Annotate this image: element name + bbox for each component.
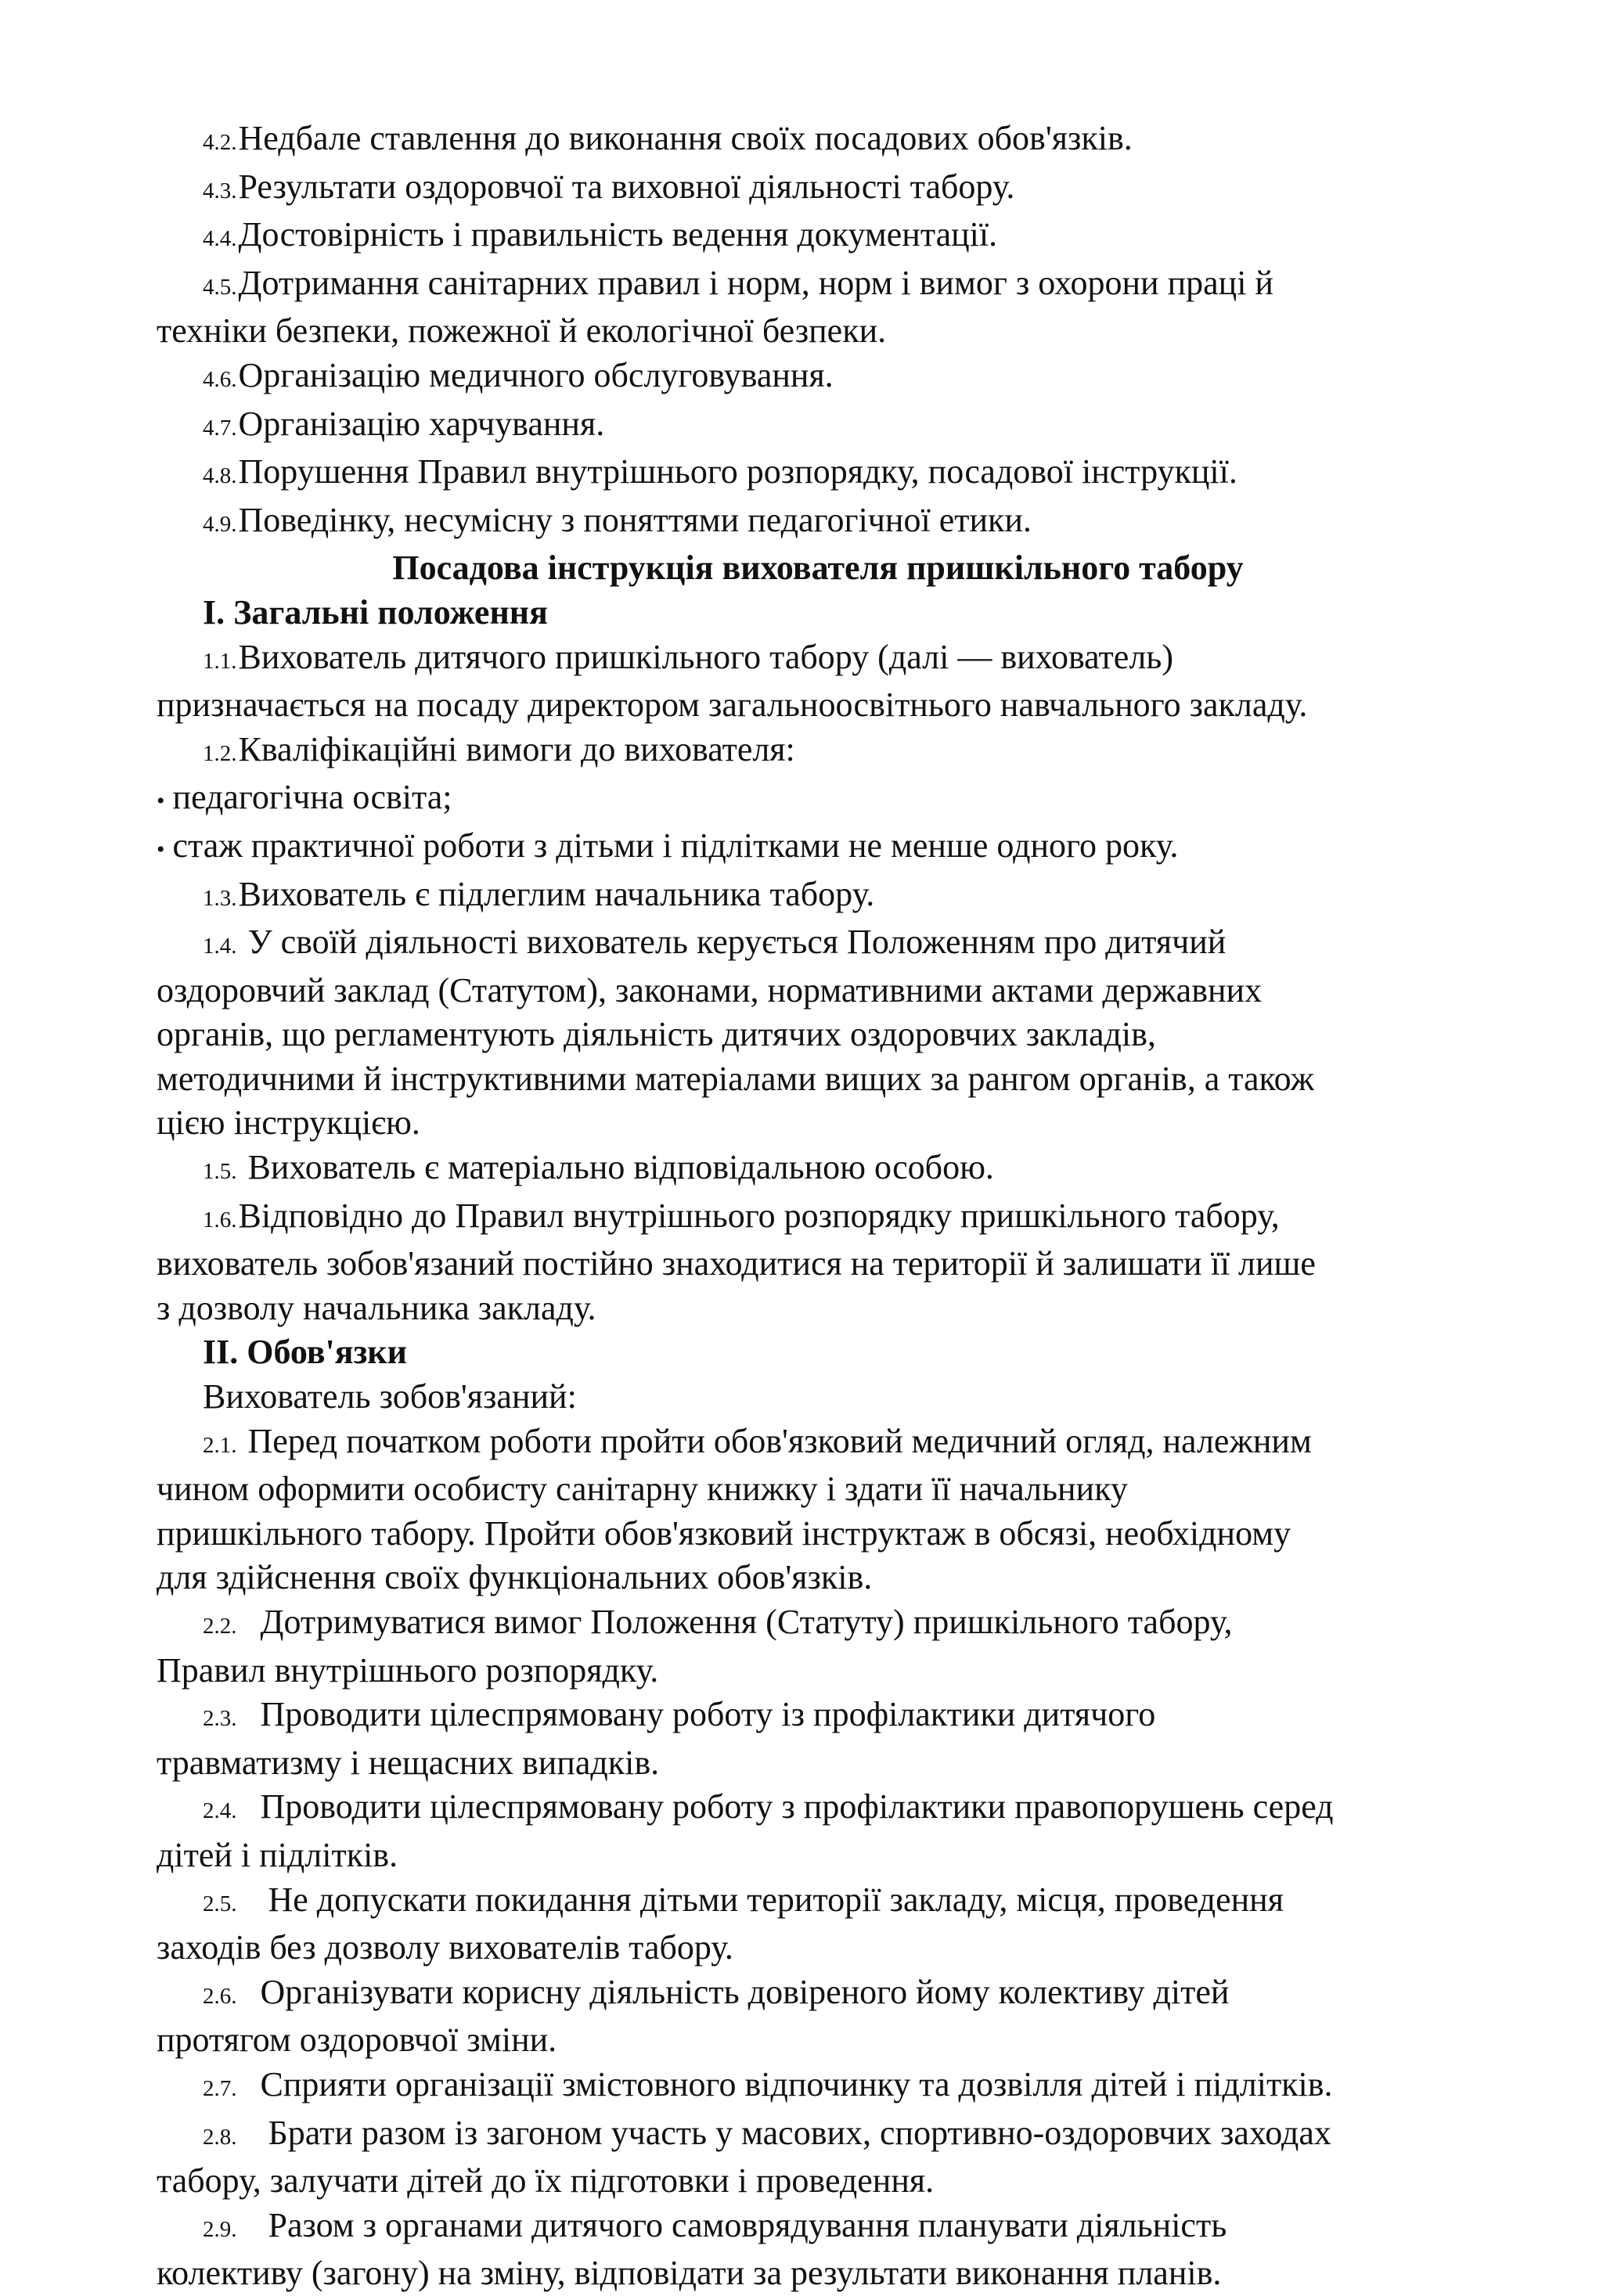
list-item bbox=[157, 1970, 1454, 2019]
paragraph-line: травматизму і нещасних випадків. bbox=[157, 1743, 660, 1782]
list-item bbox=[157, 873, 1454, 921]
paragraph-line: призначається на посаду директором загальноосвітнього навчального закладу. bbox=[157, 686, 1308, 725]
item-number: 4.7. bbox=[203, 415, 237, 441]
item-text: Сприяти організації змістовного відпочинку та дозвілля дітей і підлітків. bbox=[260, 2064, 1333, 2103]
paragraph-line: органів, що регламентують діяльність дитячих оздоровчих закладів, bbox=[157, 1015, 1156, 1054]
item-text: Відповідно до Правил внутрішнього розпорядку пришкільного табору, bbox=[238, 1196, 1280, 1235]
list-item bbox=[157, 1194, 1454, 1243]
section-heading: II. Обов'язки bbox=[203, 1333, 407, 1372]
list-item bbox=[157, 402, 1454, 451]
item-number: 2.3. bbox=[203, 1706, 237, 1732]
paragraph-line: вихователь зобов'язаний постійно знаходитися на території й залишати її лише bbox=[157, 1244, 1316, 1283]
item-text: Не допускати покидання дітьми території закладу, місця, проведення bbox=[268, 1880, 1284, 1919]
paragraph-line: для здійснення своїх функціональних обов'язків. bbox=[157, 1558, 873, 1597]
paragraph-line: чином оформити особисту санітарну книжку і здати її начальнику bbox=[157, 1470, 1128, 1509]
item-number: 4.9. bbox=[203, 511, 237, 537]
item-number: 2.8. bbox=[203, 2124, 237, 2150]
paragraph-line: з дозволу начальника закладу. bbox=[157, 1288, 596, 1327]
item-number: 1.1. bbox=[203, 648, 237, 674]
list-item bbox=[157, 165, 1454, 214]
list-item bbox=[157, 117, 1454, 165]
item-text: Вихователь є матеріально відповідальною особою. bbox=[247, 1148, 994, 1187]
list-item bbox=[157, 728, 1454, 776]
item-text: Організувати корисну діяльність довіреного йому колективу дітей bbox=[260, 1972, 1230, 2011]
item-text: Брати разом із загоном участь у масових, спортивно-оздоровчих заходах bbox=[268, 2113, 1331, 2152]
bullet-text: педагогічна освіта; bbox=[172, 778, 452, 817]
paragraph-line: заходів без дозволу вихователів табору. bbox=[157, 1928, 733, 1967]
item-number: 2.6. bbox=[203, 1983, 237, 2009]
item-number: 1.5. bbox=[203, 1159, 237, 1185]
paragraph-line: пришкільного табору. Пройти обов'язковий інструктаж в обсязі, необхідному bbox=[157, 1513, 1291, 1553]
item-number: 2.4. bbox=[203, 1798, 237, 1824]
item-number: 4.4. bbox=[203, 226, 237, 252]
item-number: 1.6. bbox=[203, 1207, 237, 1233]
item-number: 4.5. bbox=[203, 274, 237, 300]
paragraph-line: протягом оздоровчої зміни. bbox=[157, 2021, 557, 2060]
item-number: 2.5. bbox=[203, 1891, 237, 1916]
list-item bbox=[157, 1785, 1454, 1834]
list-item bbox=[157, 1600, 1454, 1649]
item-number: 2.2. bbox=[203, 1614, 237, 1639]
item-number: 4.8. bbox=[203, 463, 237, 489]
paragraph-line: техніки безпеки, пожежної й екологічної безпеки. bbox=[157, 311, 887, 351]
list-item bbox=[157, 498, 1454, 547]
item-text: Кваліфікаційні вимоги до вихователя: bbox=[238, 729, 795, 768]
list-item bbox=[157, 920, 1454, 969]
paragraph-line: табору, залучати дітей до їх підготовки і проведення. bbox=[157, 2161, 935, 2201]
item-text: Недбале ставлення до виконання своїх посадових обов'язків. bbox=[238, 119, 1133, 157]
item-number: 2.7. bbox=[203, 2075, 237, 2101]
item-number: 4.2. bbox=[203, 130, 237, 155]
bullet-icon: • bbox=[157, 836, 165, 862]
list-item bbox=[157, 261, 1454, 310]
list-item bbox=[157, 354, 1454, 402]
item-text: Дотримання санітарних правил і норм, норм і вимог з охорони праці й bbox=[238, 263, 1273, 302]
item-number: 1.4. bbox=[203, 934, 237, 959]
item-number: 2.1. bbox=[203, 1432, 237, 1458]
list-item bbox=[157, 1693, 1454, 1741]
list-item bbox=[157, 450, 1454, 498]
list-item bbox=[157, 1146, 1454, 1194]
list-item bbox=[157, 635, 1454, 684]
item-text: Проводити цілеспрямовану роботу із профілактики дитячого bbox=[260, 1695, 1156, 1734]
item-number: 4.3. bbox=[203, 178, 237, 203]
list-item bbox=[157, 1420, 1454, 1468]
list-item bbox=[157, 2204, 1454, 2252]
item-text: Результати оздоровчої та виховної діяльності табору. bbox=[238, 167, 1015, 206]
list-item bbox=[157, 213, 1454, 261]
document-title: Посадова інструкція вихователя пришкільного табору bbox=[392, 549, 1244, 588]
item-text: Проводити цілеспрямовану роботу з профілактики правопорушень серед bbox=[260, 1787, 1334, 1826]
bullet-text: стаж практичної роботи з дітьми і підлітками не менше одного року. bbox=[172, 826, 1179, 865]
paragraph-line: Вихователь зобов'язаний: bbox=[203, 1377, 577, 1416]
section-heading: І. Загальні положення bbox=[203, 592, 548, 632]
paragraph-line: колективу (загону) на зміну, відповідати за результати виконання планів. bbox=[157, 2254, 1222, 2293]
item-text: Поведінку, несумісну з поняттями педагогічної етики. bbox=[238, 500, 1032, 539]
item-number: 2.9. bbox=[203, 2216, 237, 2242]
paragraph-line: методичними й інструктивними матеріалами вищих за рангом органів, а також bbox=[157, 1059, 1314, 1098]
item-text: Порушення Правил внутрішнього розпорядку, посадової інструкції. bbox=[238, 452, 1237, 491]
paragraph-line: цією інструкцією. bbox=[157, 1103, 420, 1143]
item-text: У своїй діяльності вихователь керується Положенням про дитячий bbox=[247, 923, 1227, 962]
bullet-item bbox=[157, 776, 1454, 824]
list-item bbox=[157, 2111, 1454, 2160]
item-text: Дотримуватися вимог Положення (Статуту) пришкільного табору, bbox=[260, 1603, 1233, 1641]
paragraph-line: Правил внутрішнього розпорядку. bbox=[157, 1650, 659, 1690]
item-text: Вихователь дитячого пришкільного табору (далі — вихователь) bbox=[238, 637, 1173, 676]
item-text: Разом з органами дитячого самоврядування планувати діяльність bbox=[268, 2205, 1227, 2244]
paragraph-line: дітей і підлітків. bbox=[157, 1835, 398, 1874]
bullet-icon: • bbox=[157, 788, 165, 815]
item-text: Організацію медичного обслуговування. bbox=[238, 355, 834, 394]
item-number: 1.2. bbox=[203, 740, 237, 766]
item-text: Вихователь є підлеглим начальника табору. bbox=[238, 874, 875, 913]
item-text: Достовірність і правильність ведення документації. bbox=[238, 215, 998, 254]
item-number: 4.6. bbox=[203, 366, 237, 392]
list-item bbox=[157, 1878, 1454, 1927]
item-text: Перед початком роботи пройти обов'язковий медичний огляд, належним bbox=[247, 1421, 1312, 1460]
bullet-item bbox=[157, 824, 1454, 873]
item-text: Організацію харчування. bbox=[238, 404, 605, 443]
item-number: 1.3. bbox=[203, 885, 237, 911]
list-item bbox=[157, 2063, 1454, 2111]
paragraph-line: оздоровчий заклад (Статутом), законами, нормативними актами державних bbox=[157, 970, 1263, 1009]
